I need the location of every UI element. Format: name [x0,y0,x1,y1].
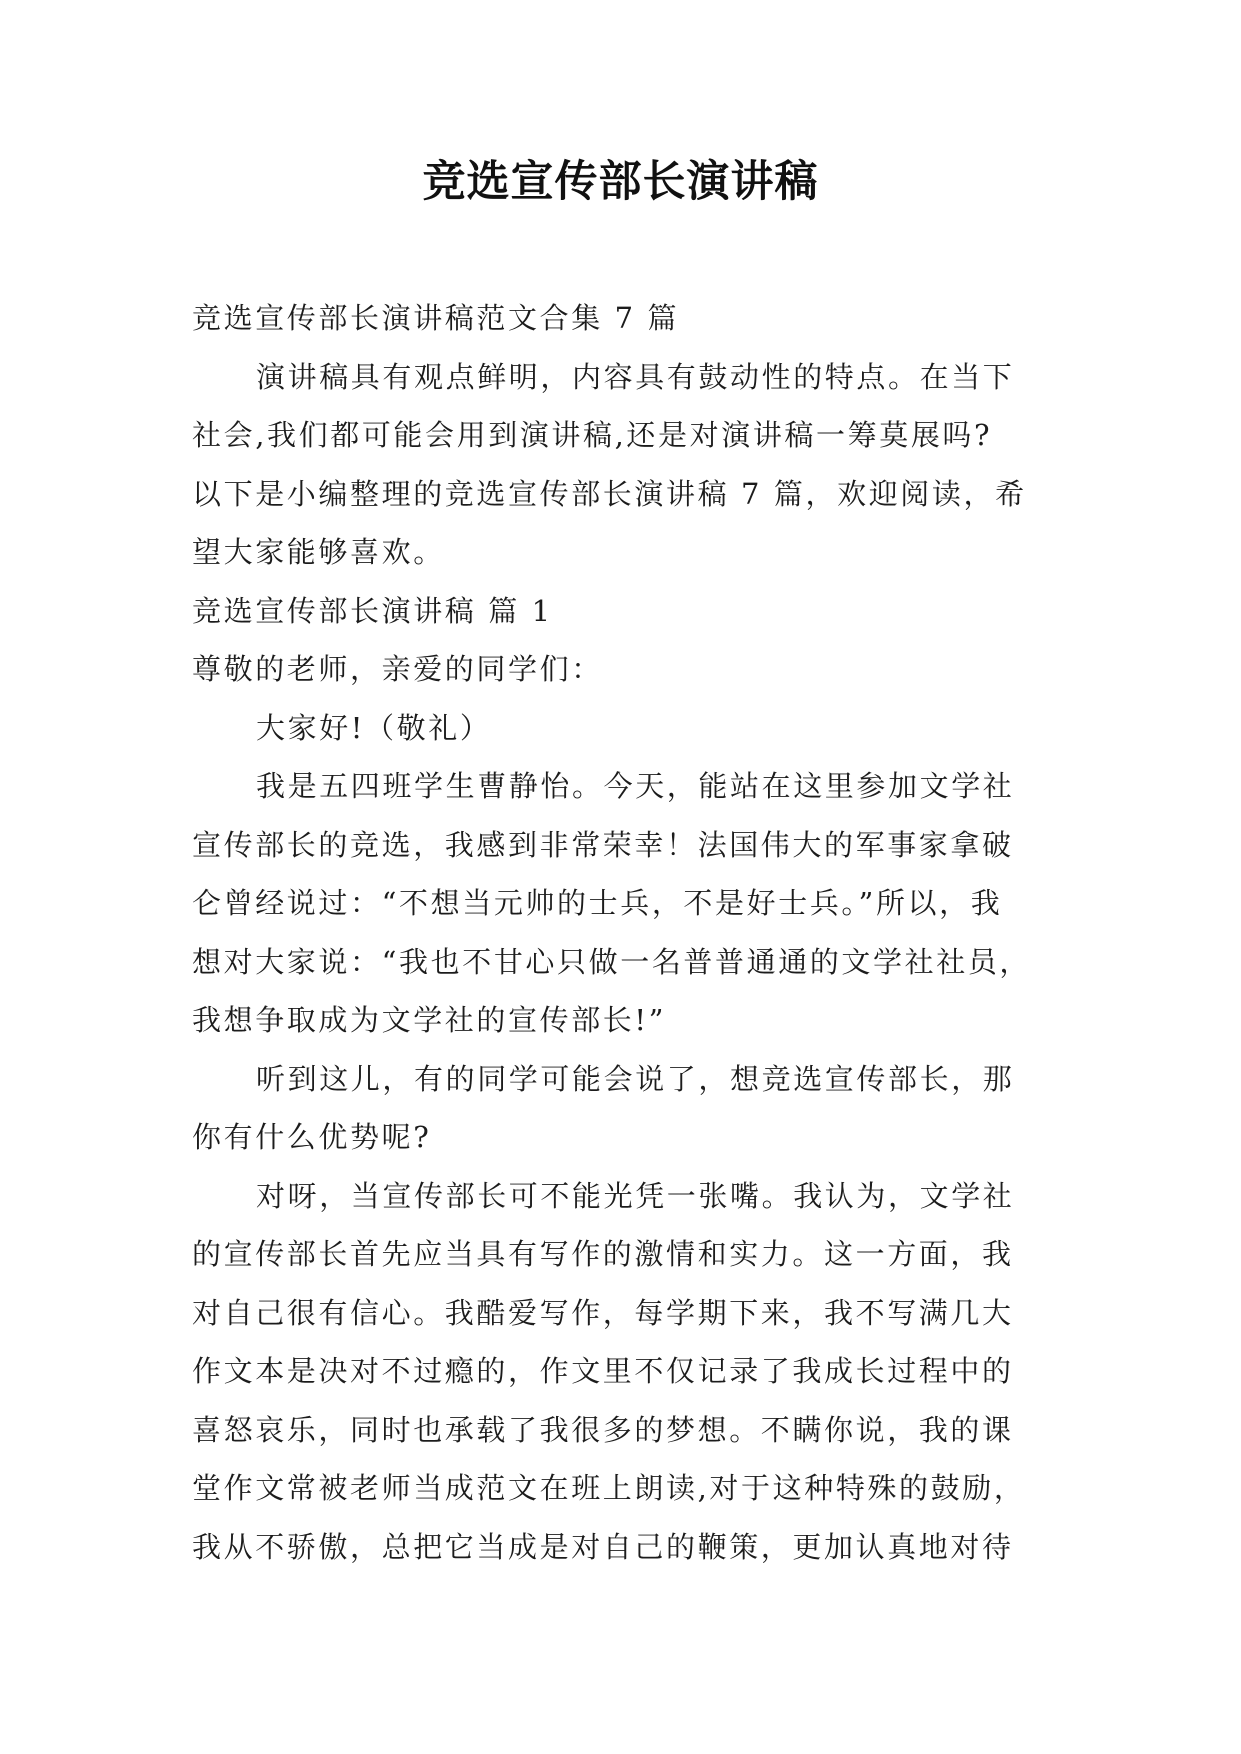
text-line: 仑曾经说过：“不想当元帅的士兵，不是好士兵。”所以，我 [192,886,1003,920]
text-line: 演讲稿具有观点鲜明，内容具有鼓动性的特点。在当下 [256,359,1015,394]
text-line: 大家好!（敬礼） [256,710,492,745]
text-line: 想对大家说：“我也不甘心只做一名普普通通的文学社社员， [192,944,1032,979]
text-line: 作文本是决对不过瘾的，作文里不仅记录了我成长过程中的 [192,1354,1014,1388]
document-body [192,289,1072,1576]
text-line: 宣传部长的竞选，我感到非常荣幸！法国伟大的军事家拿破 [192,827,1014,862]
text-line: 望大家能够喜欢。 [192,535,445,569]
text-line: 对自己很有信心。我酷爱写作，每学期下来，我不写满几大 [192,1295,1014,1330]
text-line: 社会,我们都可能会用到演讲稿,还是对演讲稿一筹莫展吗? [192,418,993,452]
text-line: 竞选宣传部长演讲稿范文合集 7 篇 [192,301,680,335]
text-line: 尊敬的老师，亲爱的同学们： [192,652,603,686]
text-line: 我是五四班学生曹静怡。今天，能站在这里参加文学社 [256,769,1015,803]
text-line: 喜怒哀乐，同时也承载了我很多的梦想。不瞒你说，我的课 [192,1412,1014,1447]
text-line: 我从不骄傲，总把它当成是对自己的鞭策，更加认真地对待 [192,1529,1014,1564]
text-line: 竞选宣传部长演讲稿 篇 1 [192,593,553,628]
text-line: 听到这儿，有的同学可能会说了，想竞选宣传部长，那 [256,1061,1015,1096]
text-line: 你有什么优势呢? [192,1120,432,1154]
page-title: 竞选宣传部长演讲稿 [422,157,819,207]
text-line: 的宣传部长首先应当具有写作的激情和实力。这一方面，我 [192,1237,1014,1271]
text-line: 堂作文常被老师当成范文在班上朗读,对于这种特殊的鼓励， [192,1471,1026,1505]
text-line: 以下是小编整理的竞选宣传部长演讲稿 7 篇，欢迎阅读，希 [192,476,1027,511]
text-line: 对呀，当宣传部长可不能光凭一张嘴。我认为，文学社 [256,1178,1015,1213]
text-line: 我想争取成为文学社的宣传部长!” [192,1003,667,1037]
